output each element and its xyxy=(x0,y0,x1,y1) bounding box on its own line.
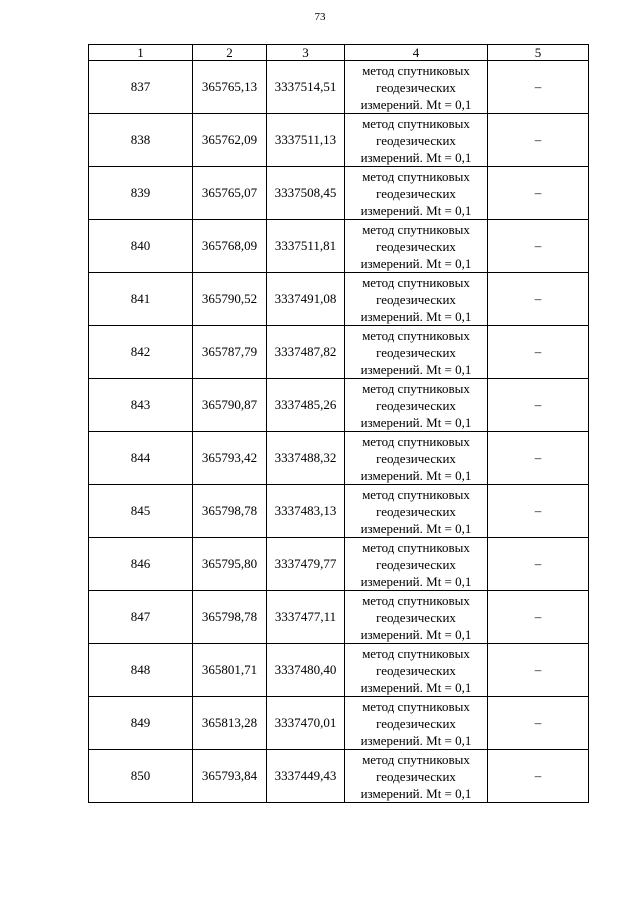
coordinate-x: 365793,42 xyxy=(193,432,267,485)
column-header: 4 xyxy=(345,45,488,61)
table-row xyxy=(89,114,589,167)
method-line: измерений. Mt = 0,1 xyxy=(360,255,472,271)
remark-cell: – xyxy=(488,167,589,220)
method-description xyxy=(345,114,488,167)
table-row xyxy=(89,591,589,644)
coordinate-x: 365801,71 xyxy=(193,644,267,697)
coordinate-x: 365795,80 xyxy=(193,538,267,591)
point-number: 850 xyxy=(89,750,193,803)
method-line: измерений. Mt = 0,1 xyxy=(360,732,472,748)
table-row xyxy=(89,750,589,803)
table-row xyxy=(89,538,589,591)
remark-cell: – xyxy=(488,326,589,379)
method-description xyxy=(345,485,488,538)
coordinate-x: 365798,78 xyxy=(193,485,267,538)
method-line: геодезических xyxy=(376,450,456,466)
point-number: 848 xyxy=(89,644,193,697)
coordinate-x: 365787,79 xyxy=(193,326,267,379)
method-description xyxy=(345,591,488,644)
coordinate-x: 365790,52 xyxy=(193,273,267,326)
table-row xyxy=(89,379,589,432)
method-line: измерений. Mt = 0,1 xyxy=(360,785,472,801)
remark-cell: – xyxy=(488,432,589,485)
method-line: геодезических xyxy=(376,132,456,148)
remark-cell: – xyxy=(488,697,589,750)
coordinate-x: 365762,09 xyxy=(193,114,267,167)
table-row xyxy=(89,220,589,273)
method-line: метод спутниковых xyxy=(362,327,470,343)
method-line: геодезических xyxy=(376,397,456,413)
table-row xyxy=(89,326,589,379)
table-row xyxy=(89,697,589,750)
method-description xyxy=(345,644,488,697)
point-number: 840 xyxy=(89,220,193,273)
coordinate-y: 3337449,43 xyxy=(267,750,345,803)
method-description xyxy=(345,167,488,220)
method-line: измерений. Mt = 0,1 xyxy=(360,414,472,430)
method-description xyxy=(345,432,488,485)
point-number: 842 xyxy=(89,326,193,379)
coordinates-table xyxy=(88,44,589,803)
method-line: измерений. Mt = 0,1 xyxy=(360,96,472,112)
table-row xyxy=(89,485,589,538)
coordinate-y: 3337514,51 xyxy=(267,61,345,114)
coordinate-x: 365793,84 xyxy=(193,750,267,803)
method-line: геодезических xyxy=(376,238,456,254)
coordinate-y: 3337477,11 xyxy=(267,591,345,644)
method-line: измерений. Mt = 0,1 xyxy=(360,626,472,642)
method-description xyxy=(345,538,488,591)
method-line: геодезических xyxy=(376,291,456,307)
method-line: измерений. Mt = 0,1 xyxy=(360,679,472,695)
method-description xyxy=(345,697,488,750)
column-header: 3 xyxy=(267,45,345,61)
remark-cell: – xyxy=(488,273,589,326)
table-row xyxy=(89,644,589,697)
page-number: 73 xyxy=(314,11,326,23)
coordinate-x: 365813,28 xyxy=(193,697,267,750)
method-description xyxy=(345,379,488,432)
coordinate-x: 365765,07 xyxy=(193,167,267,220)
point-number: 846 xyxy=(89,538,193,591)
remark-cell: – xyxy=(488,591,589,644)
column-header: 1 xyxy=(89,45,193,61)
method-line: геодезических xyxy=(376,715,456,731)
table-row xyxy=(89,167,589,220)
coordinate-x: 365798,78 xyxy=(193,591,267,644)
method-line: метод спутниковых xyxy=(362,539,470,555)
method-line: геодезических xyxy=(376,768,456,784)
method-line: геодезических xyxy=(376,185,456,201)
coordinate-x: 365765,13 xyxy=(193,61,267,114)
remark-cell: – xyxy=(488,61,589,114)
point-number: 844 xyxy=(89,432,193,485)
method-line: геодезических xyxy=(376,609,456,625)
remark-cell: – xyxy=(488,114,589,167)
coordinate-y: 3337487,82 xyxy=(267,326,345,379)
remark-cell: – xyxy=(488,538,589,591)
method-description xyxy=(345,750,488,803)
method-line: измерений. Mt = 0,1 xyxy=(360,308,472,324)
remark-cell: – xyxy=(488,750,589,803)
remark-cell: – xyxy=(488,485,589,538)
method-line: измерений. Mt = 0,1 xyxy=(360,361,472,377)
method-line: метод спутниковых xyxy=(362,433,470,449)
coordinate-y: 3337479,77 xyxy=(267,538,345,591)
method-description xyxy=(345,220,488,273)
point-number: 837 xyxy=(89,61,193,114)
method-line: метод спутниковых xyxy=(362,115,470,131)
coordinate-y: 3337511,81 xyxy=(267,220,345,273)
coordinate-y: 3337488,32 xyxy=(267,432,345,485)
coordinate-y: 3337480,40 xyxy=(267,644,345,697)
point-number: 843 xyxy=(89,379,193,432)
method-line: метод спутниковых xyxy=(362,592,470,608)
table-row xyxy=(89,273,589,326)
method-line: метод спутниковых xyxy=(362,380,470,396)
table-row xyxy=(89,432,589,485)
method-line: геодезических xyxy=(376,79,456,95)
remark-cell: – xyxy=(488,220,589,273)
coordinate-y: 3337511,13 xyxy=(267,114,345,167)
coordinate-x: 365790,87 xyxy=(193,379,267,432)
point-number: 841 xyxy=(89,273,193,326)
method-line: метод спутниковых xyxy=(362,698,470,714)
point-number: 847 xyxy=(89,591,193,644)
coordinate-x: 365768,09 xyxy=(193,220,267,273)
point-number: 849 xyxy=(89,697,193,750)
method-line: метод спутниковых xyxy=(362,274,470,290)
method-line: измерений. Mt = 0,1 xyxy=(360,467,472,483)
remark-cell: – xyxy=(488,644,589,697)
method-line: метод спутниковых xyxy=(362,486,470,502)
method-line: метод спутниковых xyxy=(362,645,470,661)
method-line: геодезических xyxy=(376,556,456,572)
point-number: 838 xyxy=(89,114,193,167)
method-line: метод спутниковых xyxy=(362,221,470,237)
coordinate-y: 3337508,45 xyxy=(267,167,345,220)
coordinate-y: 3337485,26 xyxy=(267,379,345,432)
coordinate-y: 3337470,01 xyxy=(267,697,345,750)
method-line: геодезических xyxy=(376,344,456,360)
method-line: измерений. Mt = 0,1 xyxy=(360,202,472,218)
method-description xyxy=(345,61,488,114)
method-line: измерений. Mt = 0,1 xyxy=(360,520,472,536)
table-header-row xyxy=(89,45,589,61)
point-number: 845 xyxy=(89,485,193,538)
method-line: метод спутниковых xyxy=(362,168,470,184)
coordinate-y: 3337491,08 xyxy=(267,273,345,326)
method-line: геодезических xyxy=(376,662,456,678)
coordinate-y: 3337483,13 xyxy=(267,485,345,538)
method-line: метод спутниковых xyxy=(362,62,470,78)
method-line: метод спутниковых xyxy=(362,751,470,767)
table-row xyxy=(89,61,589,114)
column-header: 5 xyxy=(488,45,589,61)
method-line: измерений. Mt = 0,1 xyxy=(360,573,472,589)
table-body xyxy=(89,61,589,803)
method-description xyxy=(345,273,488,326)
method-line: геодезических xyxy=(376,503,456,519)
column-header: 2 xyxy=(193,45,267,61)
remark-cell: – xyxy=(488,379,589,432)
method-line: измерений. Mt = 0,1 xyxy=(360,149,472,165)
point-number: 839 xyxy=(89,167,193,220)
method-description xyxy=(345,326,488,379)
